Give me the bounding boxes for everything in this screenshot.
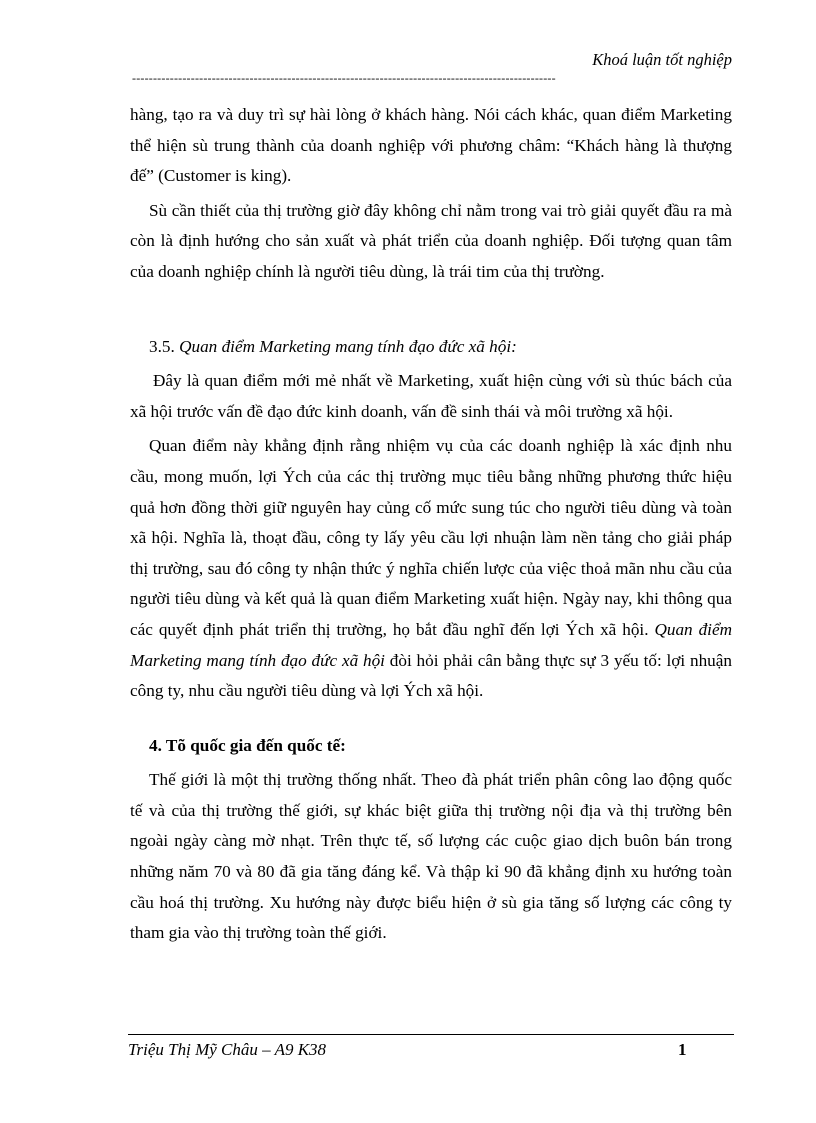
section-3-5-heading bbox=[130, 332, 732, 363]
paragraph-market-necessity: Sù cần thiết của thị trường giờ đây không chỉ nằm trong vai trò giải quyết đầu ra mà còn là định hướng cho sản xuất và phát triển của doanh nghiệp. Đối tượng quan tâm của doanh nghiệp chính là người tiêu dùng, là trái tim của thị trường. bbox=[130, 200, 732, 281]
header-title: Khoá luận tốt nghiệp bbox=[592, 50, 732, 69]
page-number: 1 bbox=[678, 1040, 687, 1059]
paragraph-continuation: hàng, tạo ra và duy trì sự hài lòng ở khách hàng. Nói cách khác, quan điểm Marketing thể hiện sù trung thành của doanh nghiệp với phương châm: “Khách hàng là thượng đế” (Customer is king). bbox=[130, 105, 732, 186]
paragraph-newest-concept: Đây là quan điểm mới mẻ nhất về Marketing, xuất hiện cùng với sù thúc bách của xã hội trước vấn đề đạo đức kinh doanh, vấn đề sinh thái và môi trường xã hội. bbox=[130, 371, 732, 421]
footer-author: Triệu Thị Mỹ Châu – A9 K38 bbox=[128, 1040, 327, 1059]
paragraph-text: đòi hỏi phải cân bằng thực sự 3 yếu tố: lợi nhuận công ty, nhu cầu người tiêu dùng và lợi Ých xã hội. bbox=[130, 650, 733, 701]
section-4-heading: 4. Tõ quốc gia đến quốc tế: bbox=[149, 735, 346, 755]
section-number: 3.5. bbox=[149, 336, 175, 356]
header-dashed-rule: ----------------------------------------------------------------------------------------------------- bbox=[132, 71, 556, 85]
document-body bbox=[130, 100, 732, 953]
paragraph-world-market: Thế giới là một thị trường thống nhất. Theo đà phát triển phân công lao động quốc tế và của thị trường thế giới, sự khác biệt giữa thị trường nội địa và thị trường bên ngoài ngày càng mờ nhạt. Trên thực tế, số lượng các cuộc giao dịch buôn bán trong những năm 70 và 80 đã gia tăng đáng kể. Và thập kỉ 90 đã khẳng định xu hướng toàn cầu hoá thị trường. Xu hướng này được biểu hiện ở sù gia tăng số lượng các công ty tham gia vào thị trường toàn thế giới. bbox=[130, 770, 732, 943]
italic-term: Quan điểm Marketing mang tính đạo đức xã hội bbox=[130, 619, 732, 670]
footer-rule bbox=[128, 1034, 734, 1035]
section-title: Quan điểm Marketing mang tính đạo đức xã hội: bbox=[179, 336, 517, 356]
paragraph-concept-affirms bbox=[130, 431, 732, 706]
paragraph-text: Quan điểm này khẳng định rằng nhiệm vụ của các doanh nghiệp là xác định nhu cầu, mong muốn, lợi Ých của các thị trường mục tiêu bằng những phương thức hiệu quả hơn đồng thời giữ nguyên hay củng cố mức sung túc cho người tiêu dùng và toàn xã hội. Nghĩa là, thoạt đầu, công ty lấy yêu cầu lợi nhuận làm nền tảng cho giải pháp thị trường, sau đó công ty nhận thức ý nghĩa chiến lược của việc thoả mãn nhu cầu của người tiêu dùng và kết quả là quan điểm Marketing xuất hiện. Ngày nay, khi thông qua các quyết định phát triển thị trường, họ bắt đầu nghĩ đến lợi Ých xã hội. bbox=[130, 436, 732, 639]
